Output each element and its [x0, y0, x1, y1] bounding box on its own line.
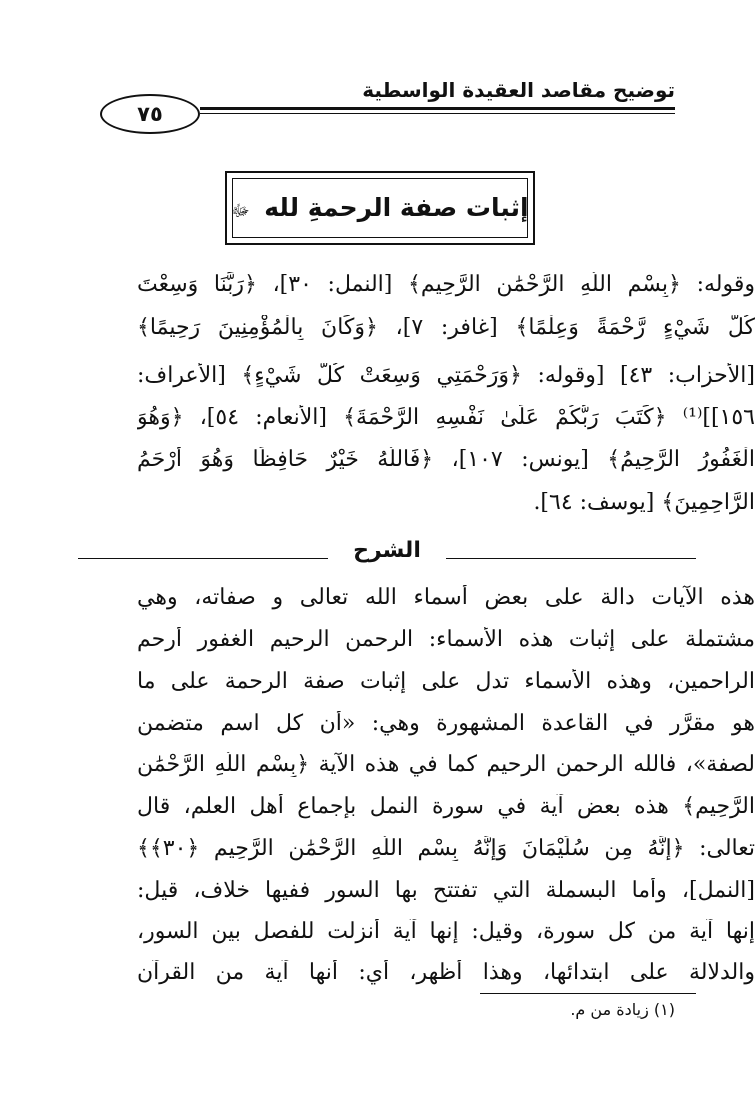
commentary-line-7: تعالى: ﴿إِنَّهُ مِن سُلَيْمَانَ وَإِنَّهُ بِسْمِ اللَّهِ الرَّحْمَٰنِ الرَّحِيمِ ﴿٣٠﴾﴾	[137, 836, 755, 861]
sharh-rule-left	[78, 558, 328, 559]
verse-line-1: وقوله: ﴿بِسْمِ اللَّهِ الرَّحْمَٰنِ الرَّحِيمِ﴾ [النمل: ٣٠]، ﴿رَبَّنَا وَسِعْتَ	[137, 272, 755, 297]
footnote: (١) زيادة من م.	[570, 1000, 675, 1019]
commentary-line-10: والدلالة على ابتدائها، وهذا أظهر، أي: أنها آية من القرآن	[137, 960, 755, 985]
chapter-title	[231, 193, 528, 224]
honorific-glyph: ﷻ	[231, 200, 250, 220]
sharh-heading	[78, 538, 696, 574]
chapter-title-frame	[225, 171, 535, 245]
commentary-line-3: الراحمين، وهذه الأسماء تدل على إثبات صفة الرحمة على ما	[137, 669, 755, 694]
commentary-line-4: هو مقرَّر في القاعدة المشهورة وهي: «أن كل اسم متضمن	[137, 711, 755, 736]
verse-line-6: الرَّاحِمِينَ﴾ [يوسف: ٦٤].	[533, 490, 755, 515]
commentary-line-6: الرَّحِيمِ﴾ هذه بعض آية في سورة النمل بإجماع أهل العلم، قال	[137, 794, 755, 819]
verse-line-3: [الأحزاب: ٤٣] [وقوله: ﴿وَرَحْمَتِي وَسِعَتْ كُلَّ شَيْءٍ﴾ [الأعراف:	[137, 363, 755, 388]
verse-line-2: كُلَّ شَيْءٍ رَّحْمَةً وَعِلْمًا﴾ [غافر: ٧]، ﴿وَكَانَ بِالْمُؤْمِنِينَ رَحِيمًا﴾	[137, 315, 755, 340]
commentary-line-2: مشتملة على إثبات هذه الأسماء: الرحمن الرحيم الغفور أرحم	[137, 627, 755, 652]
commentary-line-8: [النمل]، وأما البسملة التي تفتتح بها السور ففيها خلاف، قيل:	[137, 878, 755, 903]
chapter-title-inner-frame	[232, 178, 528, 238]
running-title: توضيح مقاصد العقيدة الواسطية	[362, 78, 675, 102]
chapter-title-text: إثبات صفة الرحمةِ لله	[264, 192, 529, 222]
sharh-rule-right	[446, 558, 696, 559]
sharh-title: الشرح	[353, 538, 421, 563]
page-number-badge	[100, 94, 200, 134]
commentary-line-1: هذه الآيات دالة على بعض أسماء الله تعالى و صفاته، وهي	[137, 585, 755, 610]
footnote-rule	[480, 993, 696, 994]
commentary-line-9: إنها آية من كل سورة، وقيل: إنها آية أنزلت للفصل بين السور،	[137, 919, 755, 944]
verse-line-5: الْغَفُورُ الرَّحِيمُ﴾ [يونس: ١٠٧]، ﴿فَاللَّهُ خَيْرٌ حَافِظًا وَهُوَ أَرْحَمُ	[137, 447, 755, 472]
verse-line-4: ١٥٦]]⁽¹⁾ ﴿كَتَبَ رَبُّكُمْ عَلَىٰ نَفْسِهِ الرَّحْمَةَ﴾ [الأنعام: ٥٤]، ﴿وَهُوَ	[137, 405, 755, 430]
page-number: ٧٥	[100, 94, 200, 134]
commentary-line-5: لصفة»، فالله الرحمن الرحيم كما في هذه الآية ﴿بِسْمِ اللَّهِ الرَّحْمَٰنِ	[137, 752, 755, 777]
